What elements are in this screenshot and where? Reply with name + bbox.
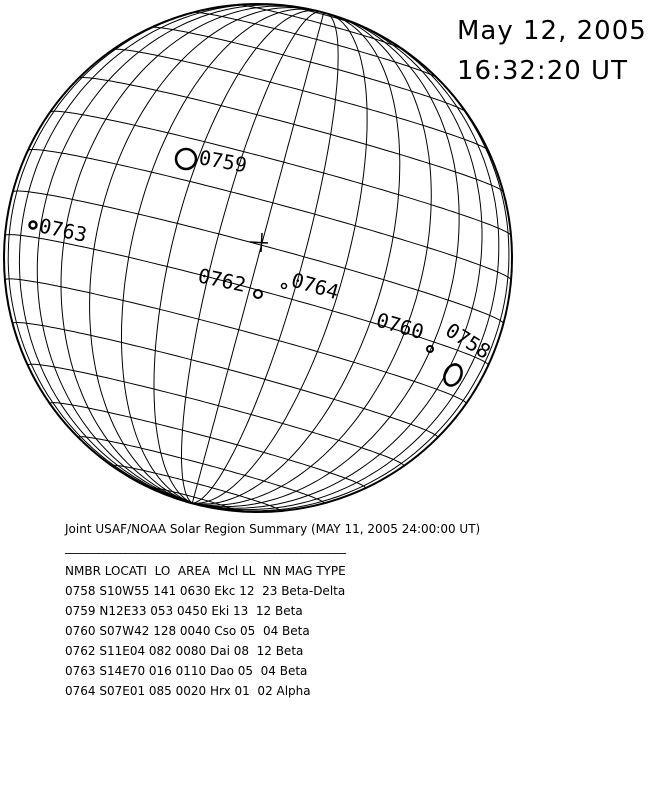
meridian-line: [4, 105, 192, 503]
meridian-line: [192, 14, 367, 504]
table-row: 0763 S14E70 016 0110 Dao 05 04 Beta: [65, 664, 308, 678]
table-row: 0764 S07E01 085 0020 Hrx 01 02 Alpha: [65, 684, 311, 698]
region-summary: [65, 519, 480, 701]
sunspot-marker: [254, 290, 262, 298]
sunspot-marker: [441, 362, 465, 389]
meridian-line: [122, 9, 316, 503]
disk-center-cross: [250, 233, 268, 252]
table-row: 0760 S07W42 128 0040 Cso 05 04 Beta: [65, 624, 310, 638]
meridian-line: [192, 13, 338, 503]
meridian-line: [192, 227, 512, 511]
meridian-line: [192, 17, 482, 508]
summary-title: Joint USAF/NOAA Solar Region Summary (MAY 11, 2005 24:00:00 UT): [65, 522, 481, 536]
region-label: 0763: [36, 213, 90, 247]
region-0758: [441, 318, 495, 388]
meridian-line: [8, 4, 272, 503]
region-label: 0759: [197, 145, 249, 178]
summary-table: [65, 561, 480, 701]
meridian-line: [61, 6, 311, 503]
heliographic-grid: [4, 4, 512, 512]
region-0760: [374, 308, 433, 352]
region-label: 0760: [373, 307, 427, 345]
table-row: 0758 S10W55 141 0630 Ekc 12 23 Beta-Delta: [65, 584, 346, 598]
summary-divider: ___________________________________________________: [65, 540, 346, 554]
region-label: 0762: [195, 263, 249, 297]
sunspot-marker: [427, 346, 433, 352]
meridian-line: [192, 17, 459, 507]
region-label: 0764: [288, 267, 342, 305]
observation-time: 16:32:20 UT: [457, 56, 628, 86]
sunspot-marker: [30, 222, 37, 229]
region-label: 0758: [441, 317, 495, 364]
sunspot-marker: [282, 284, 287, 289]
table-row: 0759 N12E33 053 0450 Eki 13 12 Beta: [65, 604, 303, 618]
observation-date: May 12, 2005: [457, 16, 647, 46]
table-row: 0762 S11E04 082 0080 Dai 08 12 Beta: [65, 644, 304, 658]
sunspot-marker: [176, 149, 196, 169]
table-header: NMBR LOCATI LO AREA Mcl LL NN MAG TYPE: [65, 564, 346, 578]
